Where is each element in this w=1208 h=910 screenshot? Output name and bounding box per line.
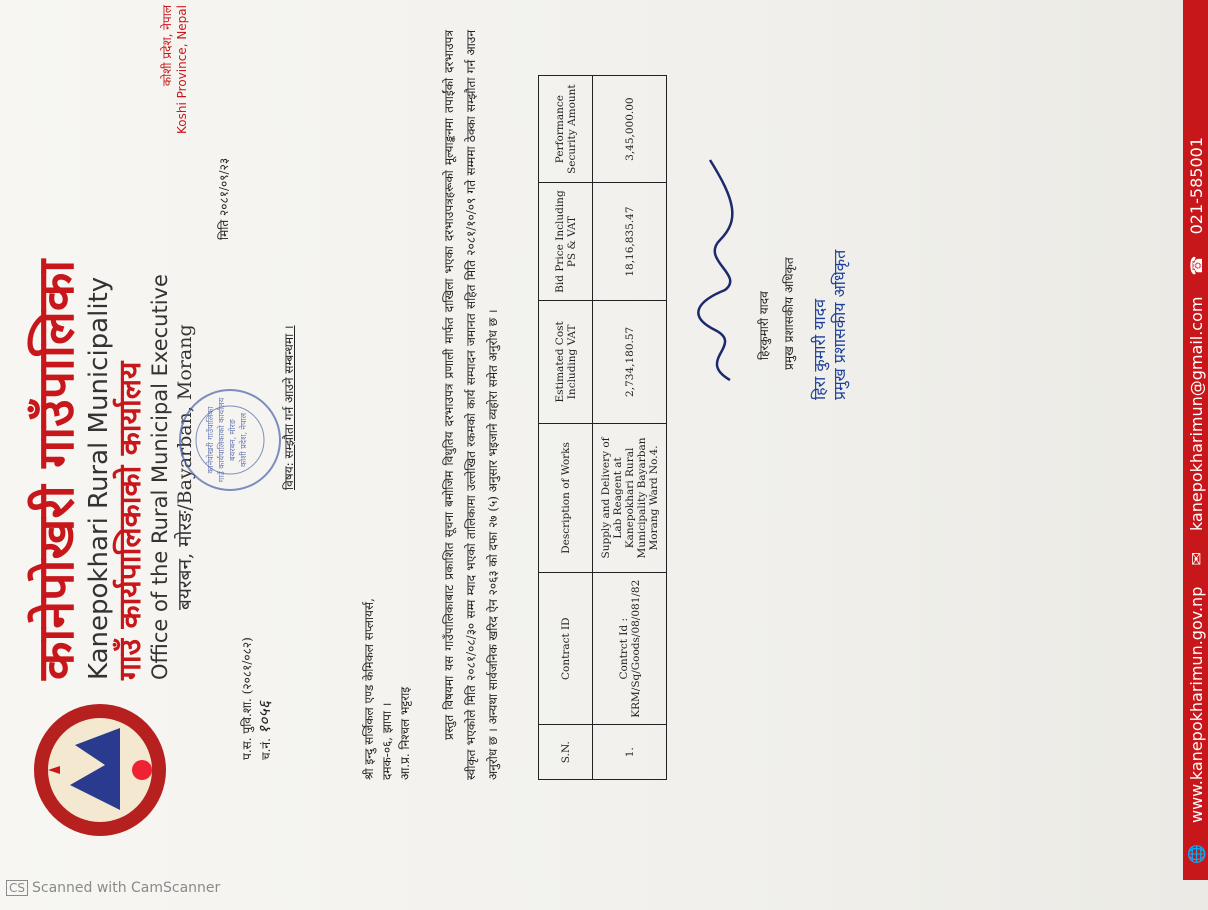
handwritten-signature: [690, 150, 750, 390]
stamp-designation: प्रमुख प्रशासकीय अधिकृत: [830, 249, 849, 400]
seal-text-place: बयरबन, मोरङ: [228, 419, 237, 461]
phone-icon: ☎: [1187, 255, 1206, 276]
reference-number: प.स. पुवि.शा. (२०८१/०८२): [240, 637, 254, 760]
globe-icon: 🌐: [1187, 844, 1206, 864]
footer-phone: 021-585001: [1187, 137, 1206, 235]
cell-description: Supply and Delivery of Lab Reagent at Kanepokhari Rural Municipality Bayarban Morang Ward No.4.: [593, 423, 667, 572]
addressee-line-3: आ.प्र. निश्चल भट्टराइ: [398, 686, 412, 780]
header-estimated-cost: Estimated Cost Including VAT: [539, 300, 593, 423]
contract-table: [538, 75, 667, 780]
province-english: Koshi Province, Nepal: [175, 5, 189, 134]
mail-icon: ✉: [1187, 552, 1206, 566]
header-bid-price: Bid Price Including PS & VAT: [539, 183, 593, 301]
header-performance-security: Performance Security Amount: [539, 76, 593, 183]
seal-text-outer: कानेपोखरी गाउँपालिका: [206, 406, 215, 474]
title-nepali: कानेपोखरी गाउँपालिका: [26, 259, 85, 680]
dispatch-label: च.नं.: [259, 738, 273, 760]
camscanner-text: Scanned with CamScanner: [32, 880, 221, 896]
addressee-line-2: दमक-०६, झापा ।: [380, 702, 394, 780]
letter-footer: [1185, 0, 1208, 880]
addressee-line-1: श्री इन्दु सर्जिकल एण्ड केमिकल सप्लायर्स,: [362, 598, 376, 780]
office-seal: [175, 385, 285, 495]
header-sn: S.N.: [539, 725, 593, 780]
province-nepali: कोशी प्रदेश, नेपाल: [160, 5, 174, 87]
letter-subject: विषय: सम्झौता गर्न आउने सम्बन्धमा ।: [282, 325, 296, 490]
signatory-designation: प्रमुख प्रशासकीय अधिकृत: [782, 257, 796, 370]
camscanner-watermark: [6, 880, 220, 896]
footer-website: www.kanepokharimun.gov.np: [1187, 586, 1206, 823]
location: बयरबन, मोरङ/Bayarban, Morang: [174, 324, 196, 610]
reference-block: [238, 637, 275, 760]
seal-text: [205, 395, 249, 485]
header-description: Description of Works: [539, 423, 593, 572]
header-contract-id: Contract ID: [539, 573, 593, 725]
cell-sn: 1.: [593, 725, 667, 780]
cell-contract-id: Contrct Id : KRM/Sq/Goods/08/081/82: [593, 573, 667, 725]
office-nepali: गाउँ कार्यपालिकाको कार्यालय: [113, 361, 148, 680]
title-english: Kanepokhari Rural Municipality: [84, 276, 114, 680]
letterhead: [28, 160, 197, 680]
addressee-block: [360, 598, 414, 780]
cell-performance-security: 3,45,000.00: [593, 76, 667, 183]
cell-estimated-cost: 2,734,180.57: [593, 300, 667, 423]
letter-date: मिति २०८१/०९/२३: [217, 157, 231, 240]
province-block: [160, 5, 190, 180]
dispatch-number: [256, 637, 275, 760]
seal-text-inner: गाउँ कार्यपालिकाको कार्यालय: [217, 397, 226, 483]
signatory-name: हिरकुमारी यादव: [757, 291, 771, 360]
table-header-row: [539, 76, 593, 780]
municipality-logo: [30, 700, 170, 840]
seal-text-province: कोशी प्रदेश, नेपाल: [239, 412, 248, 468]
table-row: [593, 76, 667, 780]
name-stamp: [810, 250, 850, 400]
dispatch-value: १०५६: [255, 700, 274, 735]
office-english: Office of the Rural Municipal Executive: [148, 274, 172, 680]
camscanner-logo: CS: [6, 880, 28, 896]
footer-email: kanepokharimun@gmail.com: [1187, 296, 1206, 532]
cell-bid-price: 18,16,835.47: [593, 183, 667, 301]
stamp-name: हिरा कुमारी यादव: [810, 298, 829, 400]
letter-body: प्रस्तुत विषयमा यस गाउँपालिकाबाट प्रकाशित सूचना बमोजिम विधुतिय दरभाउपत्र प्रणाली मार्फत दाखिला भएका दरभाउपत्रहरूको मूल्याङ्कनमा तपाईंको दरभाउपत्र स्वीकृत भएकोले मिति २०८१/०८/३० सम्म म्याद भएको तालिकामा उल्लेखित रकमको कार्य सम्पादन जमानत सहित मिति २०८१/१०/०९ गते सम्ममा ठेक्का सम्झौता गर्न आउन अनुरोध छ । अन्यथा सार्वजनिक खरिद ऐन २०६३ को दफा २७ (५) अनुसार भइजाने व्यहोरा समेत अनुरोध छ ।: [442, 30, 500, 780]
